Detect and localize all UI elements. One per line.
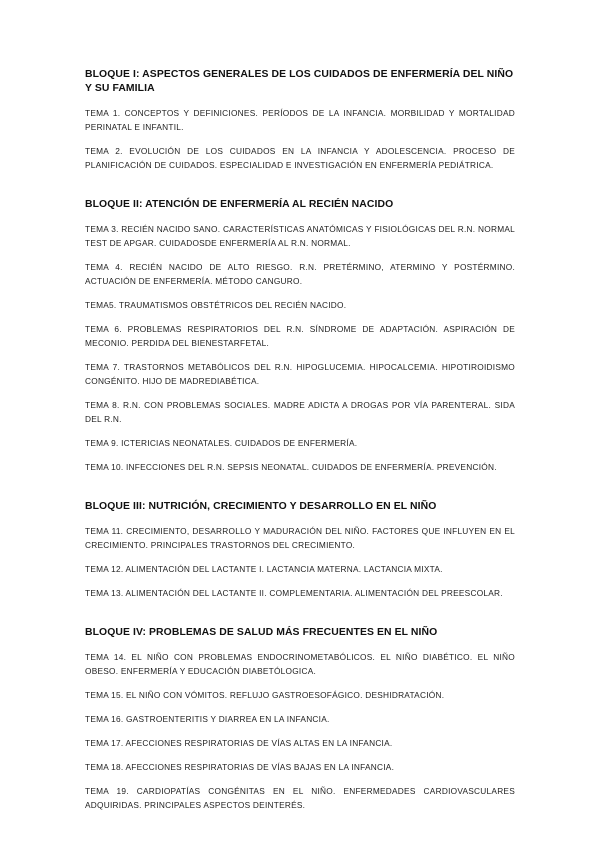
topic-item: TEMA 10. INFECCIONES DEL R.N. SEPSIS NEONATAL. CUIDADOS DE ENFERMERÍA. PREVENCIÓN.	[85, 462, 497, 472]
block-1	[85, 68, 515, 172]
topic-item: TEMA 8. R.N. CON PROBLEMAS SOCIALES. MADRE ADICTA A DROGAS POR VÍA PARENTERAL. SIDA DEL R.N.	[85, 400, 515, 424]
block-2	[85, 198, 515, 474]
topic-item: TEMA 14. EL NIÑO CON PROBLEMAS ENDOCRINOMETABÓLICOS. EL NIÑO DIABÉTICO. EL NIÑO OBESO. ENFERMERÍA Y EDUCACIÓN DIABETÓLOGICA.	[85, 652, 515, 676]
topic-item: TEMA 11. CRECIMIENTO, DESARROLLO Y MADURACIÓN DEL NIÑO. FACTORES QUE INFLUYEN EN EL CRECIMIENTO. PRINCIPALES TRASTORNOS DEL CRECIMIENTO.	[85, 526, 515, 550]
topic-item: TEMA 12. ALIMENTACIÓN DEL LACTANTE I. LACTANCIA MATERNA. LACTANCIA MIXTA.	[85, 564, 443, 574]
topic-item: TEMA 3. RECIÉN NACIDO SANO. CARACTERÍSTICAS ANATÓMICAS Y FISIOLÓGICAS DEL R.N. NORMAL TEST DE APGAR. CUIDADOSDE ENFERMERÍA AL R.N. NORMAL.	[85, 224, 515, 248]
block-title: BLOQUE II: ATENCIÓN DE ENFERMERÍA AL RECIÉN NACIDO	[85, 199, 394, 210]
topic-item: TEMA 2. EVOLUCIÓN DE LOS CUIDADOS EN LA INFANCIA Y ADOLESCENCIA. PROCESO DE PLANIFICACIÓN DE CUIDADOS. ESPECIALIDAD E INVESTIGACIÓN EN ENFERMERÍA PEDIÁTRICA.	[85, 146, 515, 170]
topic-item: TEMA 13. ALIMENTACIÓN DEL LACTANTE II. COMPLEMENTARIA. ALIMENTACIÓN DEL PREESCOLAR.	[85, 588, 503, 598]
block-3	[85, 500, 515, 600]
topic-item: TEMA 17. AFECCIONES RESPIRATORIAS DE VÍAS ALTAS EN LA INFANCIA.	[85, 738, 393, 748]
topic-item: TEMA5. TRAUMATISMOS OBSTÉTRICOS DEL RECIÉN NACIDO.	[85, 300, 347, 310]
topic-item: TEMA 1. CONCEPTOS Y DEFINICIONES. PERÍODOS DE LA INFANCIA. MORBILIDAD Y MORTALIDAD PERINATAL E INFANTIL.	[85, 108, 515, 132]
topic-item: TEMA 7. TRASTORNOS METABÓLICOS DEL R.N. HIPOGLUCEMIA. HIPOCALCEMIA. HIPOTIROIDISMO CONGÉNITO. HIJO DE MADREDIABÉTICA.	[85, 362, 515, 386]
block-title: BLOQUE III: NUTRICIÓN, CRECIMIENTO Y DESARROLLO EN EL NIÑO	[85, 501, 437, 512]
topic-item: TEMA 6. PROBLEMAS RESPIRATORIOS DEL R.N. SÍNDROME DE ADAPTACIÓN. ASPIRACIÓN DE MECONIO. PERDIDA DEL BIENESTARFETAL.	[85, 324, 515, 348]
block-4	[85, 626, 515, 812]
topic-item: TEMA 15. EL NIÑO CON VÓMITOS. REFLUJO GASTROESOFÁGICO. DESHIDRATACIÓN.	[85, 690, 445, 700]
topic-item: TEMA 4. RECIÉN NACIDO DE ALTO RIESGO. R.N. PRETÉRMINO, ATERMINO Y POSTÉRMINO. ACTUACIÓN DE ENFERMERÍA. MÉTODO CANGURO.	[85, 262, 515, 286]
topic-item: TEMA 18. AFECCIONES RESPIRATORIAS DE VÍAS BAJAS EN LA INFANCIA.	[85, 762, 395, 772]
topic-item: TEMA 19. CARDIOPATÍAS CONGÉNITAS EN EL NIÑO. ENFERMEDADES CARDIOVASCULARES ADQUIRIDAS. PRINCIPALES ASPECTOS DEINTERÉS.	[85, 786, 515, 810]
block-title: BLOQUE I: ASPECTOS GENERALES DE LOS CUIDADOS DE ENFERMERÍA DEL NIÑO Y SU FAMILIA	[85, 69, 514, 94]
document-page	[85, 68, 515, 838]
topic-item: TEMA 9. ICTERICIAS NEONATALES. CUIDADOS DE ENFERMERÍA.	[85, 438, 358, 448]
topic-item: TEMA 16. GASTROENTERITIS Y DIARREA EN LA INFANCIA.	[85, 714, 330, 724]
block-title: BLOQUE IV: PROBLEMAS DE SALUD MÁS FRECUENTES EN EL NIÑO	[85, 627, 438, 638]
